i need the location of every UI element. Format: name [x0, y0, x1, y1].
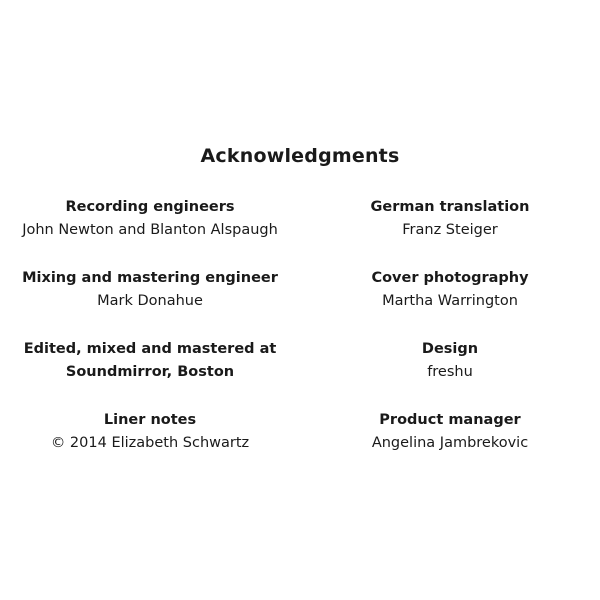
credit-name: freshu [427, 364, 473, 381]
credit-entry [0, 196, 300, 243]
credit-role: Edited, mixed and mastered at [23, 340, 277, 357]
credits-columns [0, 196, 600, 480]
credit-entry [300, 196, 600, 243]
credit-name: Mark Donahue [97, 293, 203, 310]
credit-role: German translation [370, 199, 530, 215]
credit-entry [0, 409, 300, 456]
credit-name: Angelina Jambrekovic [371, 435, 529, 452]
credit-entry [300, 267, 600, 314]
credits-column-right [300, 196, 600, 480]
credit-role: Cover photography [371, 269, 529, 286]
credit-entry [0, 267, 300, 314]
credit-role: Liner notes [103, 411, 197, 428]
credit-role: Design [421, 340, 479, 357]
credit-name: Soundmirror, Boston [65, 364, 235, 381]
credit-entry [0, 338, 300, 385]
credit-role: Mixing and mastering engineer [22, 269, 278, 286]
credit-name: Franz Steiger [402, 222, 498, 239]
credit-entry [300, 409, 600, 456]
page-title: Acknowledgments [200, 145, 400, 167]
credit-entry [300, 338, 600, 385]
credit-name: John Newton and Blanton Alspaugh [22, 222, 278, 239]
credit-name: © 2014 Elizabeth Schwartz [50, 435, 250, 452]
credit-role: Recording engineers [65, 199, 235, 215]
credits-column-left [0, 196, 300, 480]
credit-role: Product manager [379, 411, 521, 428]
credit-name: Martha Warrington [382, 293, 518, 310]
